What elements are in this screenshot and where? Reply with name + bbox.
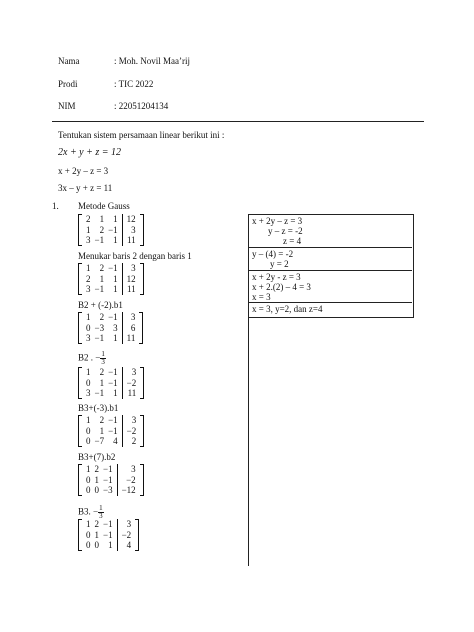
coefficient-cells — [82, 519, 117, 551]
problem-intro: Tentukan sistem persamaan linear berikut ini : — [58, 130, 225, 140]
matrix-step-3 — [78, 367, 144, 399]
matrix-cell: 1 — [86, 263, 91, 273]
matrix-cell: −1 — [103, 529, 113, 540]
matrix-cell: 1 — [99, 214, 105, 224]
bracket-right — [140, 415, 144, 447]
back-sub-line-1: x + 2y – z = 3 — [252, 216, 303, 226]
back-sub-line-2: y – z = -2 — [268, 226, 303, 236]
matrix-cell: 1 — [86, 224, 91, 235]
matrix-cell: 1 — [113, 214, 118, 224]
matrix-cell: −1 — [94, 235, 105, 245]
method-title: Metode Gauss — [78, 201, 130, 211]
nama-value: : Moh. Novil Maa’rij — [114, 56, 190, 66]
constant-cells — [122, 415, 141, 447]
matrix-cell: 0 — [86, 474, 91, 485]
matrix-cell: 1 — [94, 474, 99, 485]
back-sub-line-4: y – (4) = -2 — [252, 249, 294, 259]
matrix-cell: −1 — [108, 415, 118, 425]
matrix-step-1 — [78, 263, 144, 295]
matrix-cell: −12 — [121, 485, 136, 495]
equation-1: 2x + y + z = 12 — [58, 147, 122, 158]
matrix-cell: 3 — [86, 235, 91, 245]
step-4-label: B3+(-3).b1 — [78, 403, 119, 413]
matrix-cell: −1 — [94, 388, 105, 398]
back-sub-line-6: x + 2y - z = 3 — [252, 272, 301, 282]
matrix-cell: 1 — [86, 519, 91, 529]
matrix-cell: −1 — [108, 367, 118, 377]
bracket-right — [140, 464, 144, 496]
bracket-right — [140, 214, 144, 246]
matrix-step-5 — [78, 464, 144, 496]
step-5-label: B3+(7).b2 — [78, 452, 116, 462]
prodi-value: : TIC 2022 — [114, 79, 154, 89]
matrix-cell: 12 — [126, 273, 136, 284]
matrix-cell: 0 — [94, 485, 99, 495]
matrix-cell: 1 — [113, 273, 118, 284]
matrix-cell: 1 — [99, 273, 105, 284]
separator — [248, 270, 412, 271]
constant-cells — [122, 367, 141, 399]
step-3-label: B2 . − $\frac{1}{3}$ — [78, 350, 105, 366]
constant-cells — [122, 312, 140, 344]
matrix-cell: 1 — [94, 529, 99, 540]
matrix-cell: 3 — [131, 367, 137, 377]
matrix-step-4 — [78, 415, 144, 447]
matrix-cell: −1 — [94, 284, 105, 294]
matrix-cell: 2 — [99, 263, 105, 273]
equation-3: 3x – y + z = 11 — [58, 183, 113, 193]
matrix-cell: 2 — [99, 367, 105, 377]
matrix-cell: 11 — [126, 235, 136, 245]
constant-cells — [117, 464, 140, 496]
matrix-cell: 3 — [113, 322, 118, 333]
step-2-label: B2 + (-2).b1 — [78, 300, 123, 310]
matrix-cell: 0 — [86, 540, 91, 550]
matrix-cell: −1 — [108, 224, 118, 235]
fraction-one-third: $\frac{1}{3}$ — [101, 350, 105, 366]
matrix-cell: 0 — [86, 425, 91, 436]
matrix-cell: 1 — [113, 235, 118, 245]
matrix-cell: 3 — [130, 312, 136, 322]
nama-label: Nama — [58, 56, 80, 66]
matrix-step-2 — [78, 312, 143, 344]
header-divider — [52, 121, 424, 122]
matrix-cell: −1 — [103, 464, 113, 474]
matrix-cell: −7 — [94, 436, 105, 446]
matrix-initial — [78, 214, 144, 246]
back-sub-line-5: y = 2 — [270, 259, 289, 269]
coefficient-cells — [82, 367, 122, 399]
separator — [248, 302, 412, 303]
matrix-cell: 1 — [86, 415, 91, 425]
matrix-cell: 1 — [113, 333, 118, 343]
matrix-cell: 3 — [86, 388, 91, 398]
matrix-cell: 2 — [99, 415, 105, 425]
matrix-cell: 1 — [113, 284, 118, 294]
equation-2: x + 2y – z = 3 — [58, 166, 109, 176]
matrix-cell: 2 — [94, 519, 99, 529]
coefficient-cells — [82, 464, 117, 496]
matrix-cell: 2 — [131, 436, 137, 446]
matrix-cell: 0 — [86, 436, 91, 446]
matrix-cell: 11 — [126, 333, 136, 343]
coefficient-cells — [82, 415, 122, 447]
matrix-cell: −1 — [108, 425, 118, 436]
matrix-cell: −2 — [121, 529, 132, 540]
matrix-step-6 — [78, 519, 139, 551]
matrix-cell: 2 — [99, 312, 105, 322]
prodi-label: Prodi — [58, 79, 78, 89]
constant-cells — [122, 214, 140, 246]
matrix-cell: −1 — [103, 474, 113, 485]
matrix-cell: 3 — [86, 333, 91, 343]
matrix-cell: 4 — [126, 540, 132, 550]
matrix-cell: 3 — [131, 224, 136, 235]
bracket-right — [135, 519, 139, 551]
bracket-right — [140, 367, 144, 399]
matrix-cell: 0 — [86, 529, 91, 540]
nim-value: : 22051204134 — [114, 101, 169, 111]
matrix-cell: 2 — [94, 464, 99, 474]
matrix-cell: −1 — [108, 263, 118, 273]
matrix-cell: 1 — [86, 367, 91, 377]
matrix-cell: −1 — [94, 333, 105, 343]
coefficient-cells — [82, 263, 122, 295]
matrix-cell: 2 — [86, 273, 91, 284]
back-sub-line-7: x + 2.(2) – 4 = 3 — [252, 282, 311, 292]
matrix-cell: −2 — [126, 474, 136, 485]
matrix-cell: 11 — [127, 388, 137, 398]
matrix-cell: 0 — [94, 540, 99, 550]
matrix-cell: 3 — [131, 464, 136, 474]
matrix-cell: −2 — [126, 377, 137, 388]
matrix-cell: 2 — [86, 214, 91, 224]
step-swap-label: Menukar baris 2 dengan baris 1 — [78, 251, 192, 261]
matrix-cell: 0 — [86, 377, 91, 388]
final-answer: x = 3, y=2, dan z=4 — [252, 304, 323, 314]
back-sub-line-8: x = 3 — [252, 292, 271, 302]
constant-cells — [122, 263, 140, 295]
matrix-cell: 3 — [126, 519, 132, 529]
matrix-cell: 1 — [108, 540, 113, 550]
bracket-right — [140, 263, 144, 295]
back-sub-line-3: z = 4 — [283, 236, 302, 246]
method-number: 1. — [52, 201, 59, 211]
constant-cells — [117, 519, 136, 551]
matrix-cell: 2 — [99, 224, 105, 235]
matrix-cell: 1 — [99, 377, 105, 388]
coefficient-cells — [82, 312, 122, 344]
matrix-cell: 11 — [126, 284, 136, 294]
step-6-label: B3. − $\frac{1}{3}$ — [78, 504, 103, 520]
bracket-right — [139, 312, 143, 344]
fraction-one-third: $\frac{1}{3}$ — [99, 504, 103, 520]
separator — [248, 247, 412, 248]
matrix-cell: 12 — [126, 214, 136, 224]
matrix-cell: −1 — [108, 312, 118, 322]
matrix-cell: 1 — [86, 312, 91, 322]
matrix-cell: −1 — [108, 377, 118, 388]
matrix-cell: 1 — [86, 464, 91, 474]
matrix-cell: 3 — [131, 263, 136, 273]
matrix-cell: −1 — [103, 519, 113, 529]
coefficient-cells — [82, 214, 122, 246]
matrix-cell: 1 — [99, 425, 105, 436]
matrix-cell: −3 — [94, 322, 105, 333]
nim-label: NIM — [58, 101, 76, 111]
matrix-cell: 1 — [113, 388, 118, 398]
matrix-cell: 6 — [130, 322, 136, 333]
matrix-cell: 0 — [86, 485, 91, 495]
matrix-cell: 0 — [86, 322, 91, 333]
matrix-cell: 3 — [131, 415, 137, 425]
matrix-cell: 4 — [113, 436, 118, 446]
matrix-cell: 3 — [86, 284, 91, 294]
matrix-cell: −3 — [103, 485, 113, 495]
matrix-cell: −2 — [126, 425, 137, 436]
